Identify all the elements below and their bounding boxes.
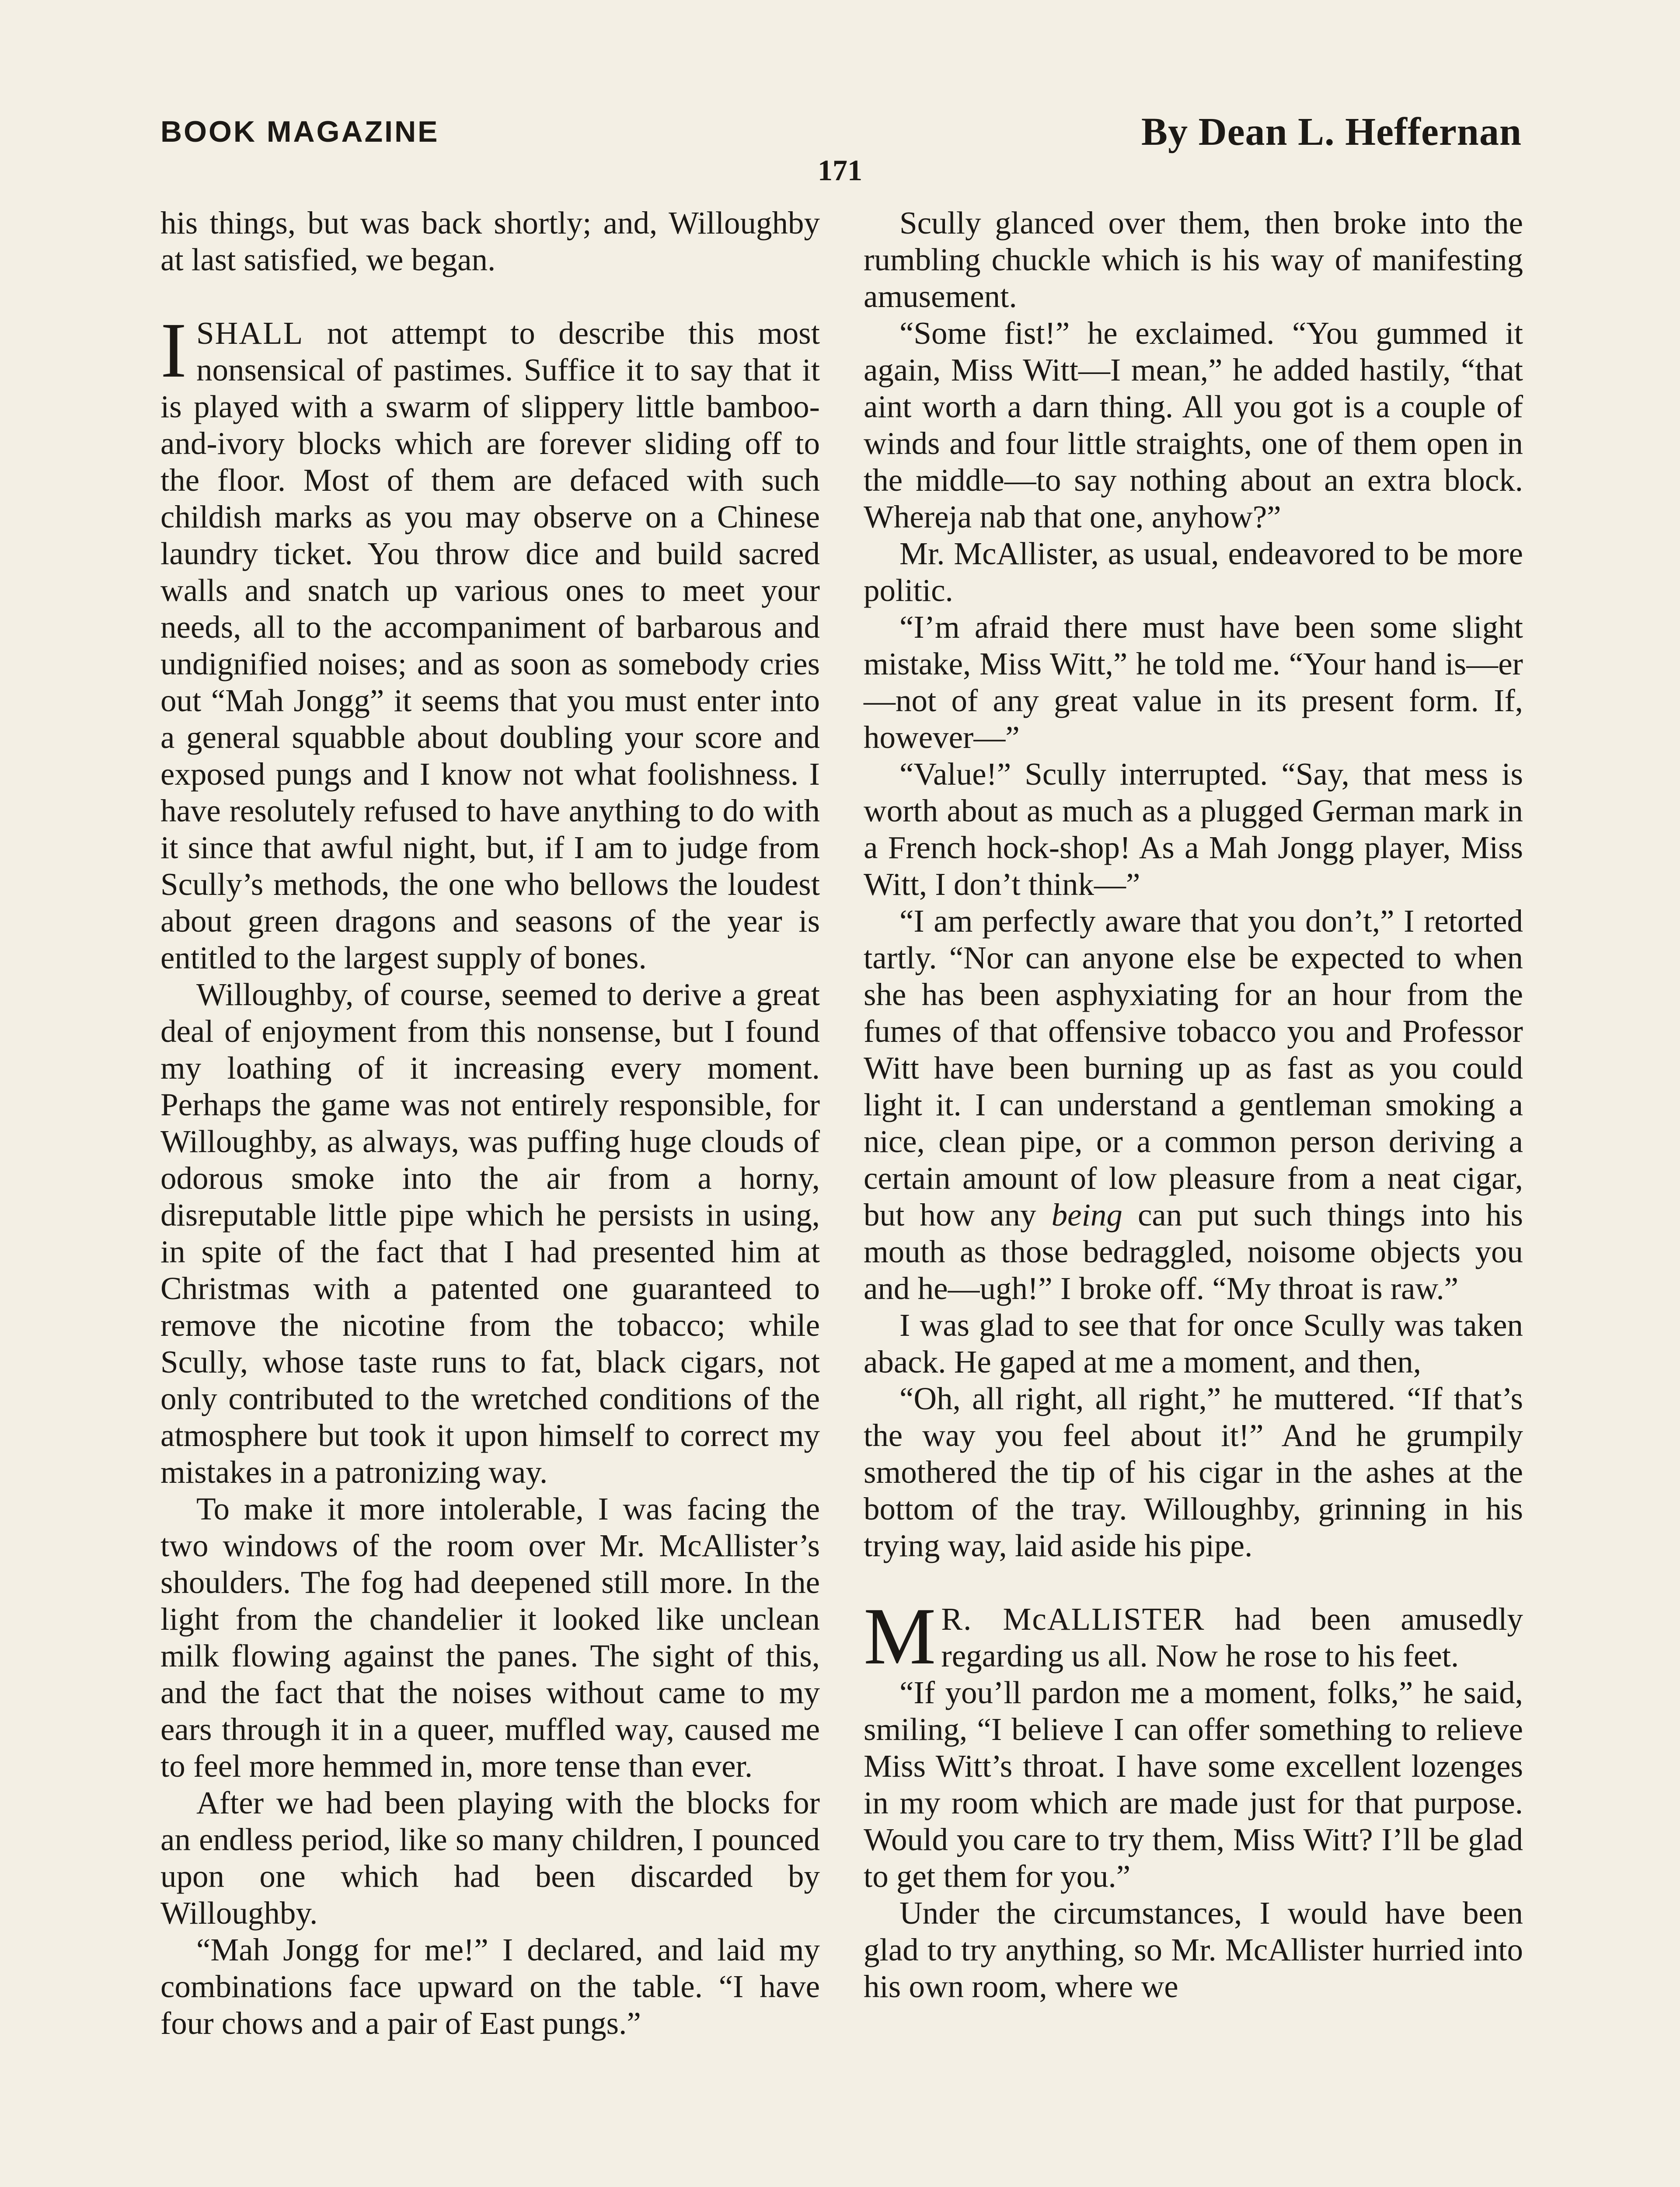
paragraph: “Mah Jongg for me!” I declared, and laid my combinations face upward on the table. “I have four chows and a pair of East pungs.”	[160, 1932, 820, 2041]
paragraph: “If you’ll pardon me a moment, folks,” he said, smiling, “I believe I can offer something to relieve Miss Witt’s throat. I have some excellent lozenges in my room which are made just for that purpose. Would you care to try them, Miss Witt? I’ll be glad to get them for you.”	[864, 1675, 1523, 1894]
paragraph: Willoughby, of course, seemed to derive a great deal of enjoyment from this nonsense, but I found my loathing of it increasing every moment. Perhaps the game was not entirely responsible, for Willoughby, as always, was puffing huge clouds of odorous smoke into the air from a horny, disreputable little pipe which he persists in using, in spite of the fact that I had presented him at Christmas with a patented one guaranteed to remove the nicotine from the tobacco; while Scully, whose taste runs to fat, black cigars, not only contributed to the wretched conditions of the atmosphere but took it upon himself to correct my mistakes in a patronizing way.	[160, 977, 820, 1490]
paragraph	[864, 903, 1523, 1307]
paragraph-dropcap	[864, 1591, 1523, 1681]
left-column	[160, 205, 820, 2042]
lead-in-caps: SHALL	[196, 315, 304, 351]
lead-in-caps: R. McALLISTER	[941, 1601, 1205, 1637]
paragraph: Scully glanced over them, then broke into the rumbling chuckle which is his way of manifesting amusement.	[864, 205, 1523, 314]
paragraph: After we had been playing with the blocks for an endless period, like so many children, I pounced upon one which had been discarded by Willoughby.	[160, 1785, 820, 1931]
magazine-title: BOOK MAGAZINE	[160, 115, 439, 148]
paragraph-text: not attempt to describe this most nonsensical of pastimes. Suffice it to say that it is played with a swarm of slippery little bamboo-and-ivory blocks which are forever sliding off to the floor. Most of them are defaced with such childish marks as you may observe on a Chinese laundry ticket. You throw dice and build sacred walls and snatch up various ones to meet your needs, all to the accompaniment of barbarous and undignified noises; and as soon as somebody cries out “Mah Jongg” it seems that you must enter into a general squabble about doubling your score and exposed pungs and I know not what foolishness. I have resolutely refused to have anything to do with it since that awful night, but, if I am to judge from Scully’s methods, the one who bellows the loudest about green dragons and seasons of the year is entitled to the largest supply of bones.	[160, 315, 820, 975]
page-number: 171	[818, 154, 862, 187]
paragraph: “Value!” Scully interrupted. “Say, that mess is worth about as much as a plugged German mark in a French hock-shop! As a Mah Jongg player, Miss Witt, I don’t think—”	[864, 756, 1523, 902]
paragraph: “I’m afraid there must have been some slight mistake, Miss Witt,” he told me. “Your hand is—er—not of any great value in its present form. If, however—”	[864, 609, 1523, 755]
paragraph-dropcap	[160, 307, 820, 976]
paragraph-text: “I am perfectly aware that you don’t,” I retorted tartly. “Nor can anyone else be expected to when she has been asphyxiating for an hour from the fumes of that offensive tobacco you and Professor Witt have been burning up as fast as you could light it. I can understand a gentleman smoking a nice, clean pipe, or a common person deriving a certain amount of low pleasure from a neat cigar, but how any	[864, 903, 1523, 1233]
paragraph: Mr. McAllister, as usual, endeavored to be more politic.	[864, 536, 1523, 608]
paragraph: To make it more intolerable, I was facing the two windows of the room over Mr. McAllister’s shoulders. The fog had deepened still more. In the light from the chandelier it looked like unclean milk flowing against the panes. The sight of this, and the fact that the noises without came to my ears through it in a queer, muffled way, caused me to feel more hemmed in, more tense than ever.	[160, 1491, 820, 1784]
paragraph: “Some fist!” he exclaimed. “You gummed it again, Miss Witt—I mean,” he added hastily, “that aint worth a darn thing. All you got is a couple of winds and four little straights, one of them open in the middle—to say nothing about an extra block. Whereja nab that one, anyhow?”	[864, 315, 1523, 535]
italic-word: being	[1051, 1197, 1122, 1233]
drop-cap: M	[864, 1591, 936, 1681]
paragraph: “Oh, all right, all right,” he muttered. “If that’s the way you feel about it!” And he grumpily smothered the tip of his cigar in the ashes at the bottom of the tray. Willoughby, grinning in his trying way, laid aside his pipe.	[864, 1381, 1523, 1563]
author-byline: By Dean L. Heffernan	[1141, 110, 1522, 154]
paragraph: Under the circumstances, I would have been glad to try anything, so Mr. McAllister hurried into his own room, where we	[864, 1895, 1523, 2004]
right-column	[864, 205, 1523, 2005]
paragraph-text: had been amusedly regarding us all. Now he rose to his feet.	[941, 1601, 1523, 1673]
paragraph: I was glad to see that for once Scully was taken aback. He gaped at me a moment, and then,	[864, 1307, 1523, 1380]
paragraph: his things, but was back shortly; and, Willoughby at last satisfied, we began.	[160, 205, 820, 277]
drop-cap: I	[160, 307, 187, 394]
paragraph-text: can put such things into his mouth as those bedraggled, noisome objects you and he—ugh!” I broke off. “My throat is raw.”	[864, 1197, 1523, 1306]
